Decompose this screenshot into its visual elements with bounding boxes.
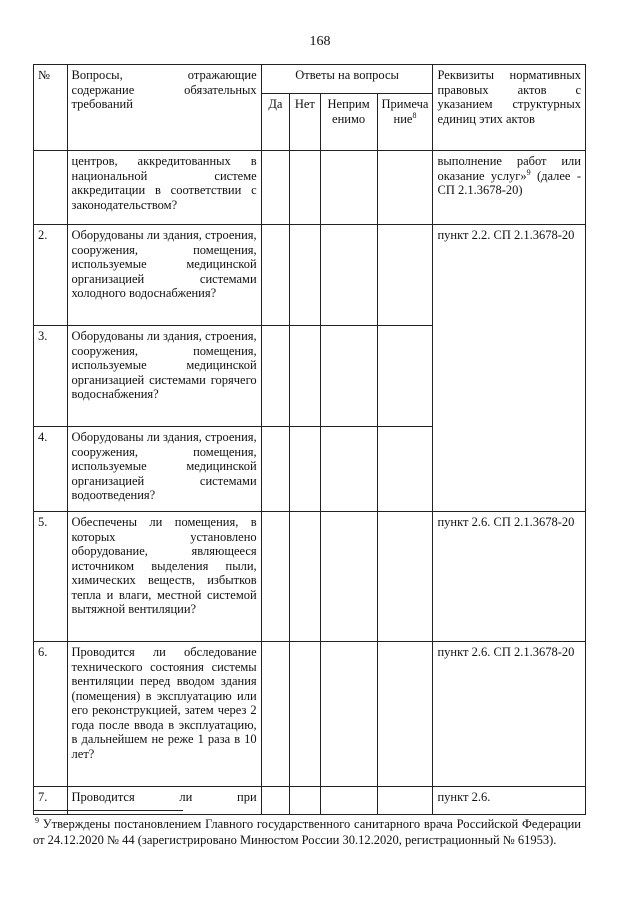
table-row [34, 642, 586, 787]
row-question: Оборудованы ли здания, строения, сооружения, помещения, используемые медицинской организацией системами водоотведения? [67, 427, 261, 512]
row-number [34, 151, 68, 225]
row-requisite [433, 151, 586, 225]
row-question: Оборудованы ли здания, строения, сооружения, помещения, используемые медицинской организацией системами холодного водоснабжения? [67, 225, 261, 326]
row-number: 5. [34, 512, 68, 642]
row-requisite: пункт 2.6. [433, 787, 586, 815]
row-number: 2. [34, 225, 68, 326]
footnote-divider [33, 810, 183, 811]
answer-no-cell[interactable] [290, 787, 320, 815]
row-question: Проводится ли при [67, 787, 261, 815]
answer-not-applicable-cell[interactable] [320, 225, 377, 326]
requirements-checklist-table [33, 64, 586, 815]
answer-note-cell[interactable] [377, 326, 433, 427]
header-not-applicable: Неприм енимо [320, 94, 377, 151]
answer-no-cell[interactable] [290, 642, 320, 787]
table-header-row [34, 65, 586, 94]
answer-not-applicable-cell[interactable] [320, 151, 377, 225]
answer-no-cell[interactable] [290, 512, 320, 642]
header-note [377, 94, 433, 151]
row-question: Обеспечены ли помещения, в которых установлено оборудование, являющееся источником выделения пыли, химических веществ, избытков тепла и влаги, местной системой вытяжной вентиляции? [67, 512, 261, 642]
table-row [34, 225, 586, 326]
answer-note-cell[interactable] [377, 512, 433, 642]
answer-yes-cell[interactable] [261, 427, 289, 512]
answer-not-applicable-cell[interactable] [320, 326, 377, 427]
answer-no-cell[interactable] [290, 151, 320, 225]
requisite-text: выполнение работ или оказание услуг» [437, 154, 581, 183]
row-requisite: пункт 2.6. СП 2.1.3678-20 [433, 512, 586, 642]
answer-note-cell[interactable] [377, 787, 433, 815]
header-answers: Ответы на вопросы [261, 65, 433, 94]
row-number: 7. [34, 787, 68, 815]
answer-yes-cell[interactable] [261, 225, 289, 326]
answer-no-cell[interactable] [290, 326, 320, 427]
header-requisites: Реквизиты нормативных правовых актов с указанием структурных единиц этих актов [433, 65, 586, 151]
header-note-footnote-ref: 8 [412, 110, 417, 120]
answer-yes-cell[interactable] [261, 512, 289, 642]
answer-not-applicable-cell[interactable] [320, 512, 377, 642]
answer-no-cell[interactable] [290, 225, 320, 326]
answer-not-applicable-cell[interactable] [320, 787, 377, 815]
header-number: № [34, 65, 68, 151]
answer-yes-cell[interactable] [261, 787, 289, 815]
row-number: 4. [34, 427, 68, 512]
row-requisite: пункт 2.6. СП 2.1.3678-20 [433, 642, 586, 787]
footnote-text: Утверждены постановлением Главного государственного санитарного врача Российской Федерации от 24.12.2020 № 44 (зарегистрировано Минюстом России 30.12.2020, регистрационный № 61953). [33, 817, 581, 847]
header-questions: Вопросы, отражающие содержание обязательных требований [67, 65, 261, 151]
table-row [34, 512, 586, 642]
answer-yes-cell[interactable] [261, 151, 289, 225]
answer-yes-cell[interactable] [261, 326, 289, 427]
table-row [34, 151, 586, 225]
header-no: Нет [290, 94, 320, 151]
row-requisite: пункт 2.2. СП 2.1.3678-20 [433, 225, 586, 512]
answer-not-applicable-cell[interactable] [320, 427, 377, 512]
answer-yes-cell[interactable] [261, 642, 289, 787]
answer-not-applicable-cell[interactable] [320, 642, 377, 787]
header-yes: Да [261, 94, 289, 151]
footnote-marker: 9 [35, 815, 39, 825]
answer-note-cell[interactable] [377, 225, 433, 326]
header-note-label: Примеча ние [381, 97, 429, 126]
row-question: Проводится ли обследование технического состояния системы вентиляции перед вводом здания (помещения) в эксплуатацию или его реконструкцией, затем через 2 года после ввода в эксплуатацию, в дальнейшем не реже 1 раза в 10 лет? [67, 642, 261, 787]
answer-no-cell[interactable] [290, 427, 320, 512]
row-question: Оборудованы ли здания, строения, сооружения, помещения, используемые медицинской организацией системами горячего водоснабжения? [67, 326, 261, 427]
page-number: 168 [309, 34, 331, 49]
answer-note-cell[interactable] [377, 642, 433, 787]
row-number: 3. [34, 326, 68, 427]
answer-note-cell[interactable] [377, 151, 433, 225]
footnote [33, 816, 581, 848]
requisite-footnote-ref: 9 [526, 167, 531, 177]
requisite-text-tail: (далее - СП 2.1.3678-20) [437, 168, 581, 197]
row-question: центров, аккредитованных в национальной системе аккредитации в соответствии с законодательством? [67, 151, 261, 225]
row-number: 6. [34, 642, 68, 787]
answer-note-cell[interactable] [377, 427, 433, 512]
